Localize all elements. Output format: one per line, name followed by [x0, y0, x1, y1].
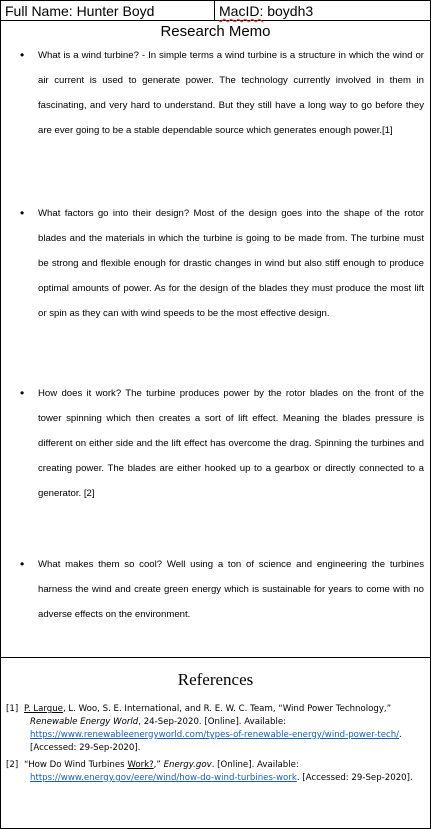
reference-date: . [Online]. Available: [211, 760, 299, 770]
reference-source: Energy.gov [163, 760, 212, 770]
reference-number: [1] [6, 704, 19, 714]
reference-body [6, 703, 416, 755]
reference-title-underlined: Work? [127, 760, 154, 770]
reference-item [6, 703, 416, 755]
references-title: References [177, 670, 254, 689]
reference-lead: P. Largue [24, 704, 63, 714]
reference-link[interactable]: https://www.renewableenergyworld.com/types-of-renewable-energy/wind-power-tech/ [30, 730, 400, 740]
memo-bullet-text: How does it work? The turbine produces power by the rotor blades on the front of the tower spinning which then creates a sort of lift effect. Meaning the blades pressure is different on either side and the lift effect has overcome the drag. Spinning the turbines and creating power. The blades are either hooked up to a gearbox or directly connected to a generator. [2] [38, 388, 424, 499]
macid-value: boydh3 [263, 3, 314, 19]
reference-title-end: ,” [153, 760, 164, 770]
memo-bullet [22, 43, 424, 143]
reference-link[interactable]: https://www.energy.gov/eere/wind/how-do-wind-turbines-work [30, 773, 297, 783]
memo-title: Research Memo [160, 23, 271, 40]
memo-bullet-text: What factors go into their design? Most of the design goes into the shape of the rotor blades and the materials in which the turbine is going to be made from. The turbine must be strong and flexible enough for drastic changes in wind but also stiff enough to produce optimal amounts of power. As for the design of the blades they must produce the most lift or spin as they can with wind speeds to be the most effective design. [38, 208, 424, 319]
reference-date: , 24-Sep-2020. [Online]. Available: [138, 717, 287, 727]
reference-accessed: . [Accessed: 29-Sep-2020]. [296, 773, 413, 783]
bullet-dot-icon: • [20, 557, 25, 571]
memo-bullet [22, 201, 424, 326]
reference-source: Renewable Energy World [30, 717, 139, 727]
reference-item [6, 759, 416, 785]
memo-bullet-text: What is a wind turbine? - In simple terms a wind turbine is a structure in which the wind or air current is used to generate power. The technology currently involved in them in fascinating, and very hard to understand. But they still have a long way to go before they are ever going to be a stable dependable source which generates enough power.[1] [38, 50, 424, 136]
header-row [0, 0, 431, 21]
bullet-dot-icon: • [20, 48, 25, 62]
research-memo-section [0, 21, 431, 658]
reference-lead: “How Do Wind Turbines [24, 760, 128, 770]
full-name-field: Full Name: Hunter Boyd [1, 1, 215, 20]
reference-authors: , L. Woo, S. E. International, and R. E. W. C. Team, “Wind Power Technology,” [62, 704, 392, 714]
reference-body [6, 759, 416, 785]
memo-bullet [22, 381, 424, 506]
memo-bullet-text: What makes them so cool? Well using a ton of science and engineering the turbines harness the wind and create green energy which is sustainable for years to come with no adverse effects on the environment. [38, 559, 424, 620]
memo-bullet [22, 552, 424, 627]
references-section [0, 658, 431, 829]
macid-label: MacID: [219, 3, 264, 19]
reference-accessed: . [Accessed: 29-Sep-2020]. [30, 730, 402, 753]
bullet-dot-icon: • [20, 386, 25, 400]
reference-number: [2] [6, 760, 19, 770]
macid-field [215, 1, 430, 20]
bullet-dot-icon: • [20, 206, 25, 220]
